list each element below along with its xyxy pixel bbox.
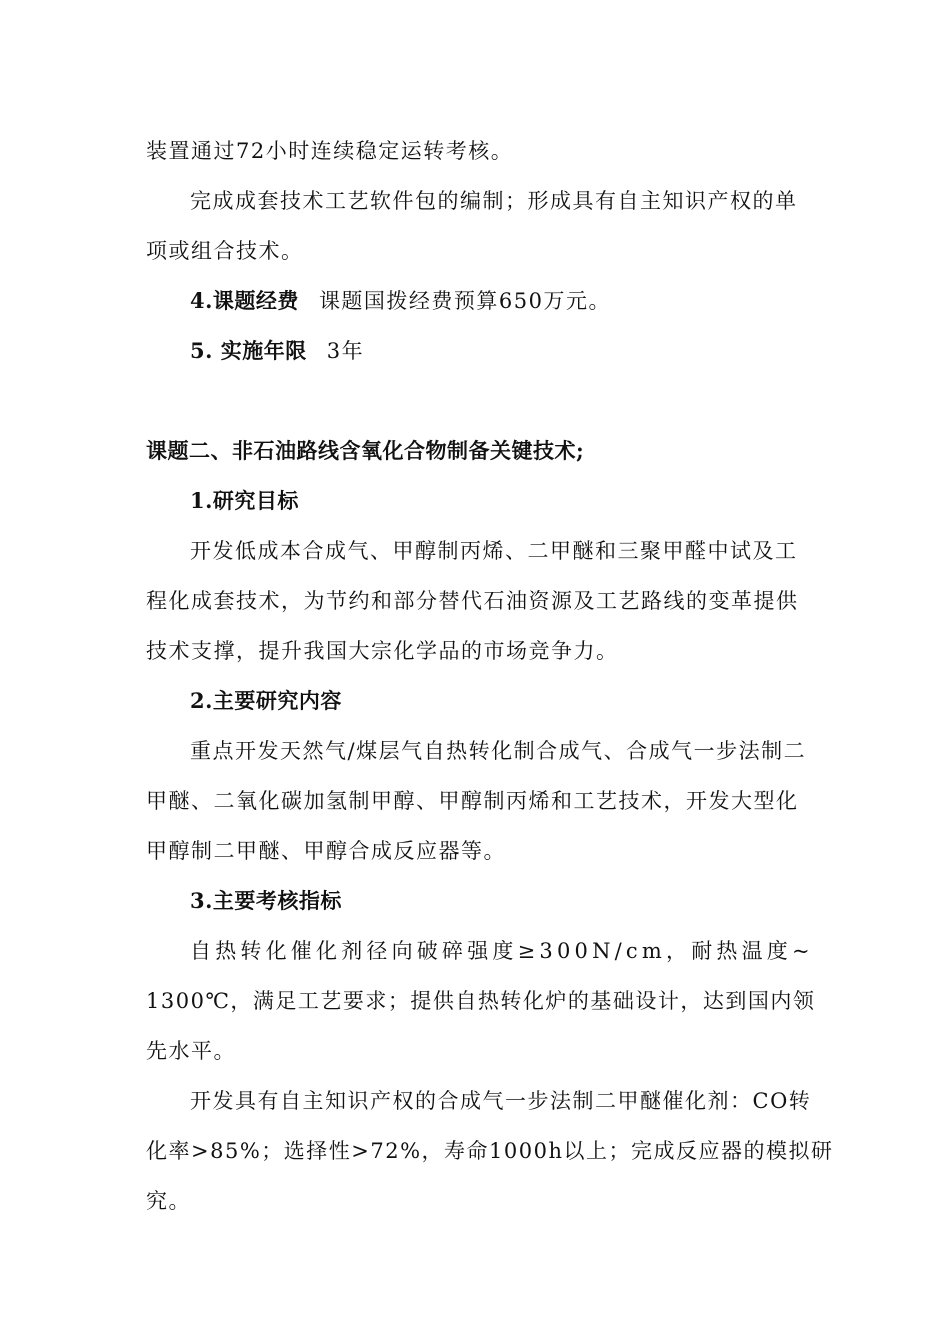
funding-label: 4.课题经费: [190, 288, 299, 313]
text-line-assess-2: 1300℃，满足工艺要求；提供自热转化炉的基础设计，达到国内领: [146, 989, 816, 1013]
text-line-assess-5: 化率>85%；选择性>72%，寿命1000h以上；完成反应器的模拟研: [146, 1139, 834, 1163]
text-line-assess-6: 究。: [146, 1189, 191, 1213]
text-line-goal-2: 程化成套技术，为节约和部分替代石油资源及工艺路线的变革提供: [146, 589, 799, 613]
text-line-assess-1: 自热转化催化剂径向破碎强度≥300N/cm，耐热温度~: [190, 939, 814, 963]
period-paragraph: [190, 336, 806, 366]
text-line-assess-4: 开发具有自主知识产权的合成气一步法制二甲醚催化剂：CO转: [190, 1089, 812, 1113]
text-line-assess-3: 先水平。: [146, 1039, 236, 1063]
period-label: 5. 实施年限: [190, 338, 307, 363]
text-line-content-3: 甲醇制二甲醚、甲醇合成反应器等。: [146, 839, 506, 863]
text-line-content-1: 重点开发天然气/煤层气自热转化制合成气、合成气一步法制二: [190, 739, 807, 763]
text-line-goal-3: 技术支撑，提升我国大宗化学品的市场竞争力。: [146, 639, 619, 663]
period-value: 3年: [326, 339, 365, 363]
funding-paragraph: [190, 286, 806, 316]
subheading-research-content: 2.主要研究内容: [190, 688, 342, 713]
funding-value: 课题国拨经费预算650万元。: [318, 289, 612, 313]
text-line-1: 装置通过72小时连续稳定运转考核。: [146, 139, 514, 163]
text-line-2: 完成成套技术工艺软件包的编制；形成具有自主知识产权的单: [190, 189, 798, 213]
subheading-assessment: 3.主要考核指标: [190, 888, 342, 913]
text-line-3: 项或组合技术。: [146, 239, 304, 263]
section-heading: 课题二、非石油路线含氧化合物制备关键技术;: [146, 438, 585, 463]
text-line-goal-1: 开发低成本合成气、甲醇制丙烯、二甲醚和三聚甲醛中试及工: [190, 539, 798, 563]
text-line-content-2: 甲醚、二氧化碳加氢制甲醇、甲醇制丙烯和工艺技术，开发大型化: [146, 789, 799, 813]
subheading-research-goal: 1.研究目标: [190, 488, 299, 513]
